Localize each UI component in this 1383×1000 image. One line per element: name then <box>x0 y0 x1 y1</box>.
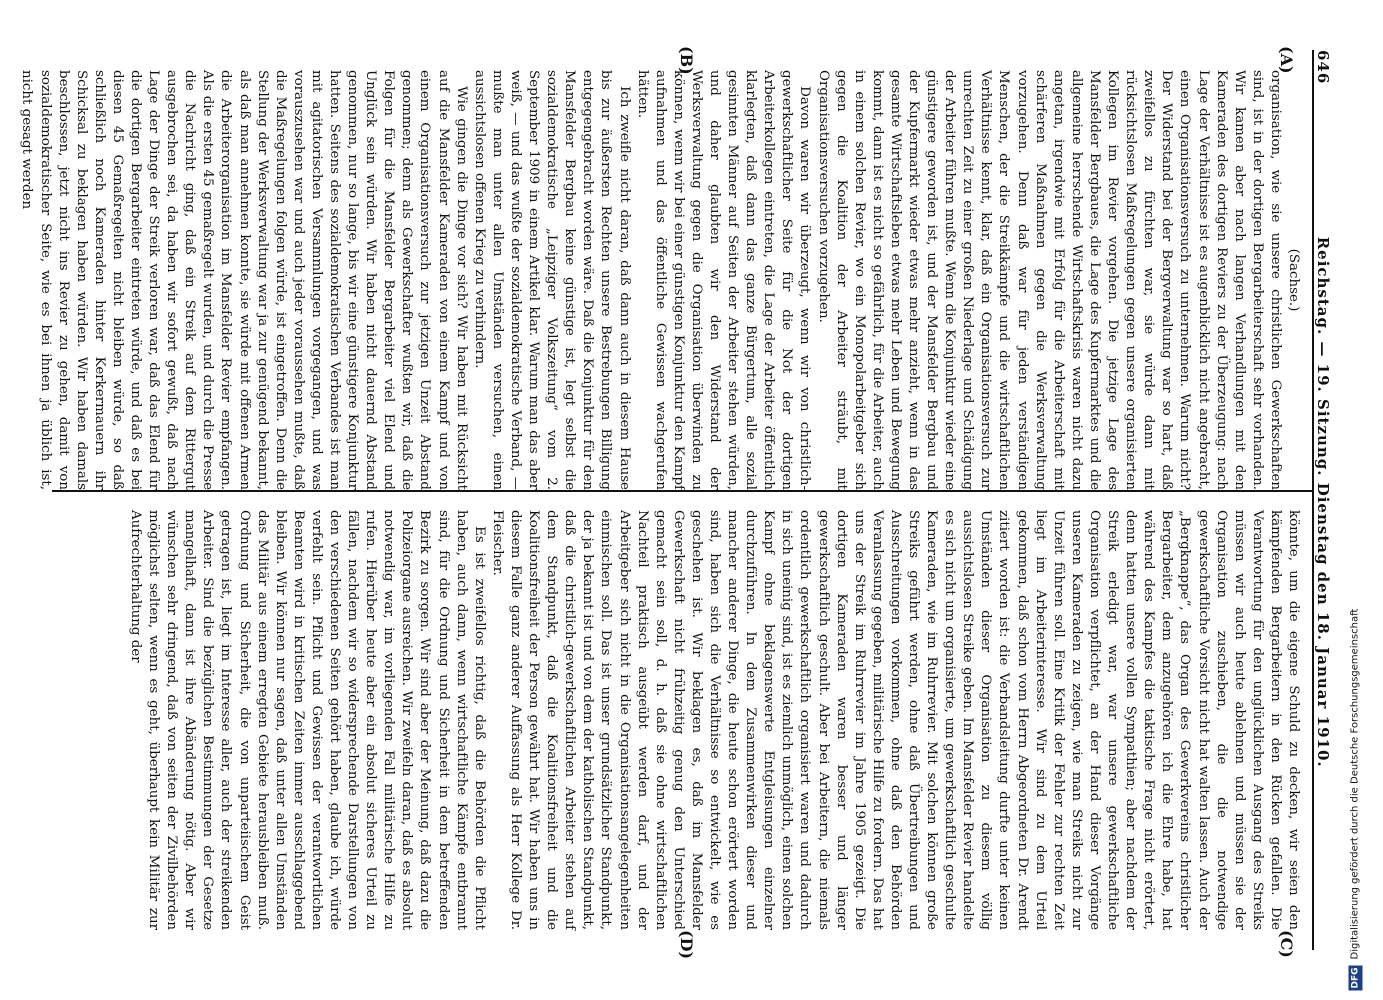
document-page <box>19 40 1336 960</box>
right-column <box>52 510 1302 930</box>
margin-marker-c: (C) <box>1277 930 1296 958</box>
paragraph: könnte, um die eigene Schuld zu decken, wir seien den kämpfenden Bergarbeitern in den Rücken gefallen. Die Verantwortung für den unglücklichen Ausgang des Streiks müssen wir auch heute ablehnen und müssen sie der Organisation zuschieben, die die notwendige gewerkschaftliche Vorsicht nicht hat walten lassen. Auch der „Bergknappe“, das Organ des Gewerkvereins christlicher Bergarbeiter, dem anzugehören ich die Ehre habe, hat während des Kampfes die taktische Frage nicht erörtert, denn hatten unsere vollen Sympathien; aber nachdem der Streik erledigt war, war unsere gewerkschaftliche Organisation verpflichtet, an der Hand dieser Vorgänge unseren Kameraden zu zeigen, wie man Streiks nicht zur Unzeit führen soll. Eine Kritik der Fehler zur rechten Zeit liegt im Arbeiterinteresse. Wir sind zu dem Urteil gekommen, daß schon vom Herrn Abgeordneten Dr. Arendt zitiert worden ist: die Verbandsleitung durfte unter keinen Umständen dieser Organisation zu diesem völlig aussichtslosen Streike geben. Im Mansfelder Revier handelte es sich nicht um organisierte, um gewerkschaftlich geschulte Kameraden, wie im Ruhrrevier. Mit solchen können große Streiks geführt werden, ohne daß Übertreibungen und Ausschreitungen vorkommen, ohne daß den Behörden Veranlassung gegeben, militärische Hilfe zu fordern. Das hat uns der Streik im Ruhrrevier im Jahre 1905 gezeigt. Die dortigen Kameraden waren besser und länger gewerkschaftlich geschult. Aber bei Arbeitern, die niemals ordentlich gewerkschaftlich organisiert waren und dadurch in sich uneinig sind, ist es ziemlich unmöglich, einen solchen Kampf ohne beklagenswerte Entgleisungen einzelner durchzuführen. In dem Zusammenwirken dieser und mancher anderer Dinge, die heute schon erörtert worden sind, haben sich die Verhältnisse so entwickelt, wie es geschehen ist. Wir beklagen es, daß im Mansfelder Gewerkschaft nicht frühzeitig genug den Unterschied gemacht sein soll, d. h. daß sie ohne wirtschaftlichen Nachteil praktisch ausgeübt werden darf, und der Arbeitgeber sich nicht in die Organisationsangelegenheiten einmischen soll. Das ist unser grundsätzlicher Standpunkt, der ja bekannt ist und von dem der katholischen Standpunkt, daß die christlich-gewerkschaftlichen Arbeiter stehen auf dem Standpunkt, daß die Koalitionsfreiheit und die Koalitionsfreiheit der Person gewährt hat. Wir haben uns in diesem Falle ganz anderer Auffassung als Herr Kollege Dr. Fleischer. <box>489 510 1301 930</box>
column-divider <box>52 490 1312 492</box>
paragraph: Davon waren wir überzeugt, wenn wir von christlich-gewerkschaftlicher Seite für die Not der dortigen Arbeiterkollegen eintreten, die Lage der Arbeiter öffentlich klarlegten, daß dann das ganze Bürgertum, alle sozial gesinnten Männer auf Seiten der Arbeiter stehen würden, und daher glaubten wir den Widerstand der Werksverwaltung gegen die Organisation überwinden zu können, wenn wir bei einer günstigen Konjunktur den Kampf aufnahmen und das öffentliche Gewissen wachgerufen hätten. <box>634 70 813 490</box>
paragraph: Ich zweifle nicht daran, daß dann auch in diesem Hause bis zur äußersten Rechten unsere Bestrebungen Billigung entgegengebracht worden wäre. Daß die Konjunktur für den Mansfelder Bergbau keine günstige ist, legt selbst die sozialdemokratische „Leipziger Volkszeitung“ vom 2. September 1909 in einem Artikel klar. Warum man das aber weiß, — und das wußte der sozialdemokratische Verband, — mußte man unter allen Umständen versuchen, einen aussichtslosen offenen Krieg zu verhindern. <box>471 70 632 490</box>
page-number: 646 <box>1314 50 1332 85</box>
paragraph: Wie gingen die Dinge vor sich? Wir haben mit Rücksicht auf die Mansfelder Kameraden von einem Kampf und von einem Organisationsversuch zur jetzigen Unzeit Abstand genommen; denn als Gewerkschafter wußten wir, daß die Folgen für die Mansfelder Bergarbeiter viel Elend und Unglück sein würden. Wir haben nicht dauernd Abstand genommen, nur so lange, bis wir eine günstigere Konjunktur hatten. Seitens des sozialdemokratischen Verbandes ist man mit agitatorischen Versammlungen vorgegangen, und was vorauszusehen war und auch jeder voraussehen mußte, daß die Maßregelungen folgen würde, ist eingetroffen. Denn die Stellung der Werksverwaltung war ja zur genügend bekannt, als daß man annehmen konnte, sie würde mit offenen Armen die Arbeiterorganisation im Mansfelder Revier empfangen. Als die ersten 45 gemaßregelt wurden, und durch die Presse die Nachricht ging, daß ein Streik auf dem Rittergut ausgebrochen sei, da haben wir sofort gewußt, daß nach Lage der Dinge der Streik verloren war, daß das Elend für die dortigen Bergarbeiter eintreten würde, und daß es bei diesen 45 Gemaßregelten nicht bleiben würde, so daß schließlich noch Kameraden hinter Kerkermauern ihr Schicksal zu beklagen haben würden. Wir haben damals beschlossen, jetzt nicht ins Revier zu gehen, damit von sozialdemokratischer Seite, wie es bei ihnen ja üblich ist, nicht gesagt werden <box>19 70 469 490</box>
page-title: Reichstag. — 19. Sitzung. Dienstag den 18. Januar 1910. <box>1314 236 1332 768</box>
footer-text: Digitalisierung gefördert durch die Deutsche Forschungsgemeinschaft <box>1349 608 1361 959</box>
page-header <box>1312 50 1336 950</box>
digitization-footer <box>1348 5 1362 990</box>
margin-marker-d: (D) <box>677 930 696 960</box>
left-column <box>19 70 1302 490</box>
margin-marker-a: (A) <box>1277 46 1296 74</box>
paragraph: Es ist zweifellos richtig, daß die Behörden die Pflicht haben, auch dann, wenn wirtschaftliche Kämpfe entbrannt sind, für die Ordnung und Sicherheit in dem betreffenden Bezirk zu sorgen. Wir sind aber der Meinung, daß dazu die Polizeiorgane ausreichen. Wir zweifeln daran, daß es absolut notwendig war, im vorliegenden Fall militärische Hilfe zu rufen. Hierüber heute aber ein absolut sicheres Urteil zu fällen, nachdem wir so widersprechende Darstellungen von den verschiedenen Seiten gehört haben, glaube ich, würde verfehlt sein. Pflicht und Gewissen der verantwortlichen Beamten wird in kritischen Zeiten immer ausschlaggebend bleiben. Wir können nur sagen, daß unter allen Umständen das Militär aus einem erregten Gebiete herausbleiben muß. Ordnung und Sicherheit, die von unparteiischem Geist getragen ist, liegt im Interesse aller, auch der streikenden Arbeiter. Sind die bezüglichen Bestimmungen der Gesetze mangelhaft, dann ist ihre Abänderung nötig. Aber wir wünschen sehr dringend, daß von seiten der Zivilbehörden möglichst selten, wenn es geht, überhaupt kein Militär zur Aufrechterhaltung der <box>128 510 487 930</box>
speaker-label: (Sachse.) <box>1286 248 1301 312</box>
margin-marker-b: (B) <box>677 46 696 75</box>
paragraph: organisation, wie sie unsere christlichen Gewerkschaften sind, ist in der dortigen Bergarbeiterschaft sehr vorhanden. Wir kamen aber nach langen Verhandlungen mit den Kameraden des dortigen Reviers zu der Überzeugung: nach Lage der Verhältnisse ist es augenblicklich nicht angebracht, einen Organisationsversuch zu unternehmen. Warum nicht? Der Widerstand bei der Bergverwaltung war so hart, daß zweifellos zu fürchten war, sie würde dann mit rücksichtslosen Maßregelungen gegen unsere organisierten Kollegen im Revier vorgehen. Die jetzige Lage des Mansfelder Bergbaues, die Lage des Kupfermarktes und die allgemeine herrschende Wirtschaftskrisis waren nicht dazu angetan, irgendwie mit Erfolg für die Arbeiterschaft mit schärferen Maßnahmen gegen die Werksverwaltung vorzugehen. Denn daß war für jeden verständigen Menschen, der die Streikkämpfe und die wirtschaftlichen Verhältnisse kennt, klar, daß ein Organisationsversuch zur unrechten Zeit zu einer großen Niederlage und Schädigung der Arbeiter führen mußte. Wenn die Konjunktur wieder eine günstigere geworden ist, und der Mansfelder Bergbau und der Kupfermarkt wieder etwas mehr anzieht, wenn in das gesamte Wirtschaftsleben etwas mehr Leben und Bewegung kommt, dann ist es nicht so gefährlich, für die Arbeiter, auch in einem solchen Revier, wo ein Monopolarbeitgeber sich gegen die Koalition der Arbeiter sträubt, mit Organisationsversuchen vorzugehen. <box>815 70 1283 490</box>
dfg-logo: DFG <box>1350 966 1361 988</box>
